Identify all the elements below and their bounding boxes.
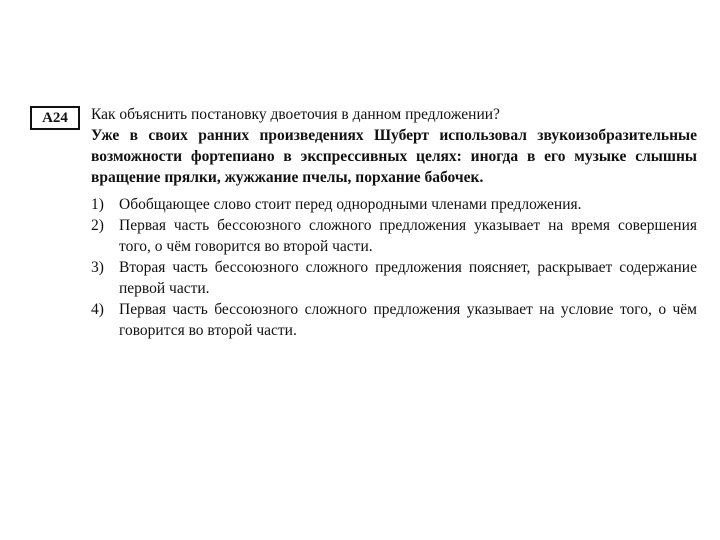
option-number: 3): [91, 259, 104, 276]
option-number: 4): [91, 301, 104, 318]
question-text: Как объяснить постановку двоеточия в данном предложении?: [91, 106, 500, 123]
task-content: [91, 104, 697, 341]
example-sentence: Уже в своих ранних произведениях Шуберт использовал звукоизобразительные возможности фортепиано в экспрессивных целях: иногда в его музыке слышны вращение прялки, жужжание пчелы, порхание бабочек.: [91, 127, 697, 186]
answer-option-3[interactable]: [91, 257, 697, 299]
option-number: 1): [91, 196, 104, 213]
answer-option-2[interactable]: [91, 215, 697, 257]
option-text: Первая часть бессоюзного сложного предложения указывает на условие того, о чём говорится во второй части.: [119, 301, 697, 339]
task-number-badge: A24: [30, 106, 80, 130]
option-text: Первая часть бессоюзного сложного предложения указывает на время совершения того, о чём говорится во второй части.: [119, 217, 697, 255]
answer-options: [91, 194, 697, 341]
option-text: Вторая часть бессоюзного сложного предложения поясняет, раскрывает содержание первой части.: [119, 259, 697, 297]
answer-option-4[interactable]: [91, 299, 697, 341]
option-number: 2): [91, 217, 104, 234]
option-text: Обобщающее слово стоит перед однородными членами предложения.: [119, 196, 582, 213]
answer-option-1[interactable]: [91, 194, 697, 215]
